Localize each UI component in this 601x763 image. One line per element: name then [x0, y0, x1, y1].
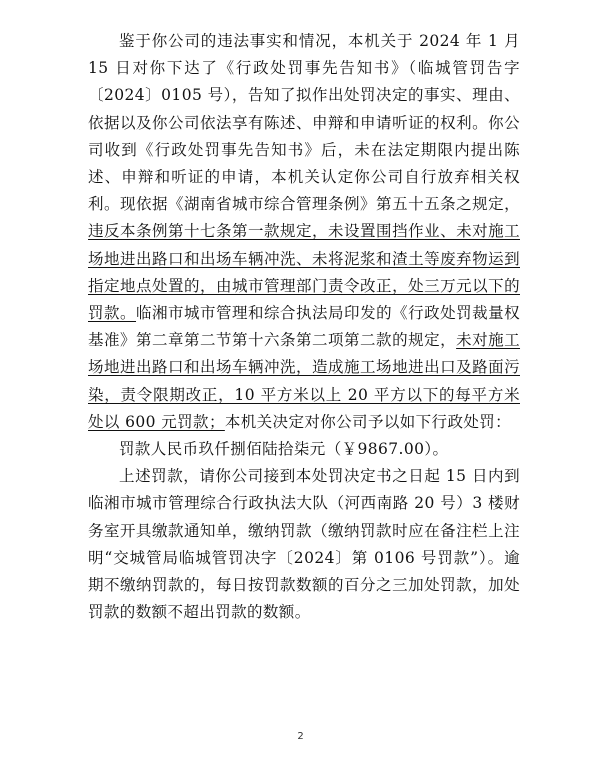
decision-text-part-1: 鉴于你公司的违法事实和情况，本机关于 2024 年 1 月 15 日对你下达了《行政处罚事先告知书》（临城管罚告字〔2024〕0105 号），告知了拟作出处罚决定的事实、理由、依据以及你公司依法享有陈述、申辩和申请听证的权利。你公司收到《行政处罚事先告知书》后，未在法定期限内提出陈述、申辩和听证的申请，本机关认定你公司自行放弃相关权利。现依据《湖南省城市综合管理条例》第五十五条之规定，: [88, 32, 520, 214]
underlined-discretion-text: 未对施工场地进出路口和出场车辆冲洗，造成施工场地进出口及路面污染，责令限期改正，10 平方米以上 20 平方以下的每平方米处以 600 元罚款；: [88, 331, 521, 431]
page-number: 2: [297, 731, 304, 742]
decision-paragraph: [88, 28, 520, 436]
payment-instructions-paragraph: 上述罚款，请你公司接到本处罚决定书之日起 15 日内到临湘市城市管理综合行政执法大队（河西南路 20 号）3 楼财务室开具缴款通知单，缴纳罚款（缴纳罚款时应在备注栏上注明“交城管局临城管罚决字〔2024〕第 0106 号罚款”）。逾期不缴纳罚款的，每日按罚款数额的百分之三加处罚款，加处罚款的数额不超出罚款的数额。: [88, 467, 520, 622]
decision-text-part-2: 临湘市城市管理和综合执法局印发的《行政处罚裁量权基准》第二章第二节第十六条第二项第二款的规定，: [88, 304, 520, 350]
decision-text-part-3: 本机关决定对你公司予以如下行政处罚：: [224, 412, 512, 431]
document-body: [88, 28, 520, 626]
underlined-regulation-text: 违反本条例第十七条第一款规定，未设置围挡作业、未对施工场地进出路口和出场车辆冲洗、未将泥浆和渣土等废弃物运到指定地点处置的，由城市管理部门责令改正，处三万元以下的罚款。: [88, 222, 520, 323]
penalty-amount-paragraph: 罚款人民币玖仟捌佰陆拾柒元（￥9867.00）。: [119, 440, 449, 459]
